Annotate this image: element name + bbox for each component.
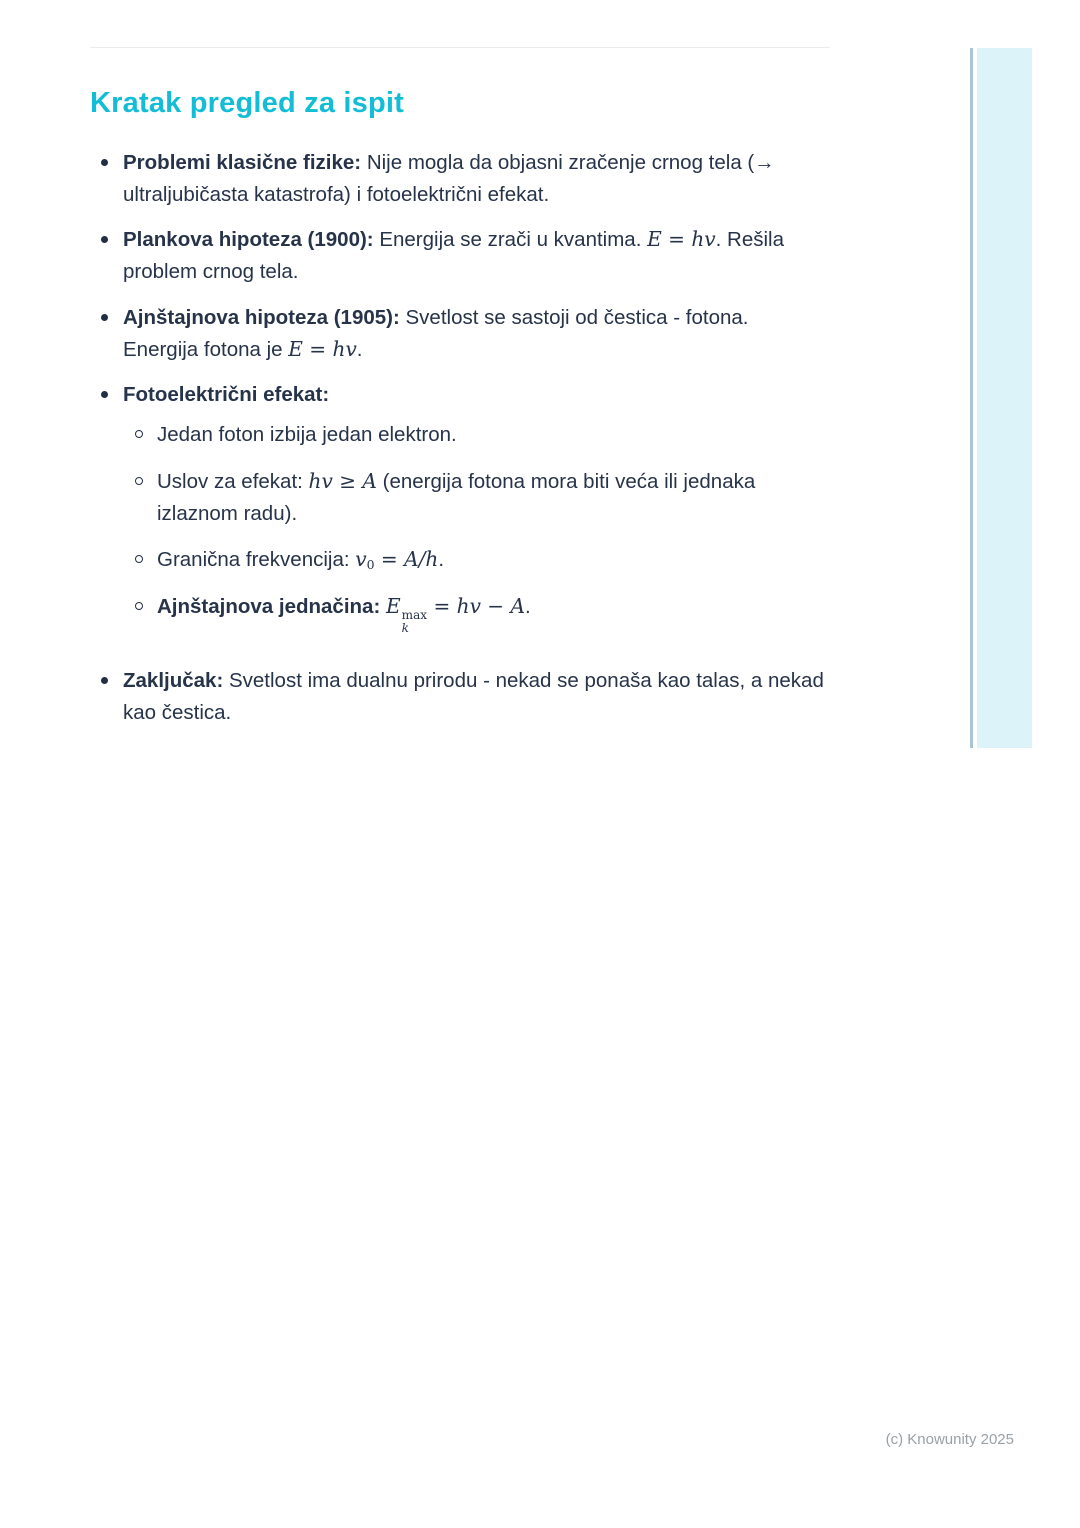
list-item-text xyxy=(123,302,829,366)
sub-item-text xyxy=(157,544,444,576)
list-item-plankova-hipoteza xyxy=(90,224,832,288)
sub-bullet-circle-icon xyxy=(135,602,143,610)
sub-item-text xyxy=(157,591,531,636)
item-body-text: Svetlost se sastoji od čestica - fotona. Energija fotona je xyxy=(123,305,749,361)
sub-list-item-jedan-foton xyxy=(123,419,829,451)
bullet-dot-icon xyxy=(101,677,108,684)
bullet-list xyxy=(90,147,832,728)
math-variable: v xyxy=(355,547,367,572)
math-variable: E xyxy=(385,594,401,619)
sub-item-text xyxy=(157,466,829,530)
right-edge-line xyxy=(970,48,973,748)
list-item-text xyxy=(123,224,829,288)
top-divider xyxy=(90,47,830,48)
math-subscript: k xyxy=(401,621,409,636)
sub-bullet-circle-icon xyxy=(135,430,143,438)
item-body-text: Granična frekvencija: xyxy=(157,548,356,572)
item-body-text: Nije mogla da objasni zračenje crnog tela (→ ultraljubičasta katastrofa) i fotoelektrični efekat. xyxy=(123,150,775,206)
list-item-text xyxy=(123,379,829,650)
item-bold-label: Fotoelektrični efekat: xyxy=(123,383,330,407)
list-item-text xyxy=(123,665,829,729)
item-body-text: Jedan foton izbija jedan elektron. xyxy=(157,423,457,447)
sub-bullet-marker xyxy=(123,544,157,576)
item-body-text: . xyxy=(525,595,531,619)
item-bold-label: Ajnštajnova hipoteza (1905): xyxy=(123,305,400,329)
bullet-dot-icon xyxy=(101,391,108,398)
bullet-marker xyxy=(90,379,123,650)
item-body-text: Energija se zrači u kvantima. xyxy=(373,228,648,252)
math-formula xyxy=(355,547,438,571)
bullet-marker xyxy=(90,224,123,288)
sub-bullet-marker xyxy=(123,419,157,451)
footer-credit: (c) Knowunity 2025 xyxy=(885,1431,1014,1448)
item-bold-label: Zaključak: xyxy=(123,668,224,692)
item-bold-label: Ajnštajnova jednačina: xyxy=(157,595,386,619)
item-body-text: Svetlost ima dualnu prirodu - nekad se ponaša kao talas, a nekad kao čestica. xyxy=(123,668,824,724)
sub-list-item-uslov-za-efekat xyxy=(123,466,829,530)
page-content xyxy=(90,86,832,742)
math-formula: E = hv xyxy=(647,227,716,252)
list-item-fotoelektricni-efekat xyxy=(90,379,832,650)
list-item-zakljucak xyxy=(90,665,832,729)
sub-item-text xyxy=(157,419,457,451)
sub-bullet-list xyxy=(123,419,829,636)
bullet-marker xyxy=(90,665,123,729)
bullet-dot-icon xyxy=(101,159,108,166)
bullet-marker xyxy=(90,302,123,366)
math-subscript: 0 xyxy=(366,557,375,573)
list-item-ajnstajnova-hipoteza xyxy=(90,302,832,366)
page-title: Kratak pregled za ispit xyxy=(90,87,405,119)
math-formula: hv ≥ A xyxy=(308,468,377,493)
item-body-text: Uslov za efekat: xyxy=(157,469,309,493)
math-superscript: max xyxy=(401,608,428,623)
sub-bullet-marker xyxy=(123,466,157,530)
item-body-text: (energija fotona mora biti veća ili jednaka izlaznom radu). xyxy=(157,469,756,525)
item-bold-label: Plankova hipoteza (1900): xyxy=(123,228,374,252)
math-rest: = A/h xyxy=(374,547,439,572)
right-scroll-indicator xyxy=(977,48,1032,748)
sub-list-item-granicna-frekvencija xyxy=(123,544,829,576)
list-item-problemi-klasicne-fizike xyxy=(90,147,832,211)
sub-bullet-circle-icon xyxy=(135,555,143,563)
bullet-marker xyxy=(90,147,123,211)
math-formula xyxy=(385,594,526,636)
math-supsub-stack xyxy=(402,609,427,636)
list-item-text xyxy=(123,147,829,211)
sub-bullet-circle-icon xyxy=(135,477,143,485)
bullet-dot-icon xyxy=(101,236,108,243)
item-body-text: . Rešila problem crnog tela. xyxy=(123,228,784,284)
bullet-dot-icon xyxy=(101,314,108,321)
item-body-text: . xyxy=(438,548,445,572)
item-bold-label: Problemi klasične fizike: xyxy=(123,150,362,174)
math-rest: = hv − A xyxy=(427,594,526,619)
math-formula: E = hv xyxy=(288,336,357,361)
item-body-text: . xyxy=(356,337,363,361)
sub-list-item-ajnstajnova-jednacina xyxy=(123,591,829,636)
sub-bullet-marker xyxy=(123,591,157,636)
